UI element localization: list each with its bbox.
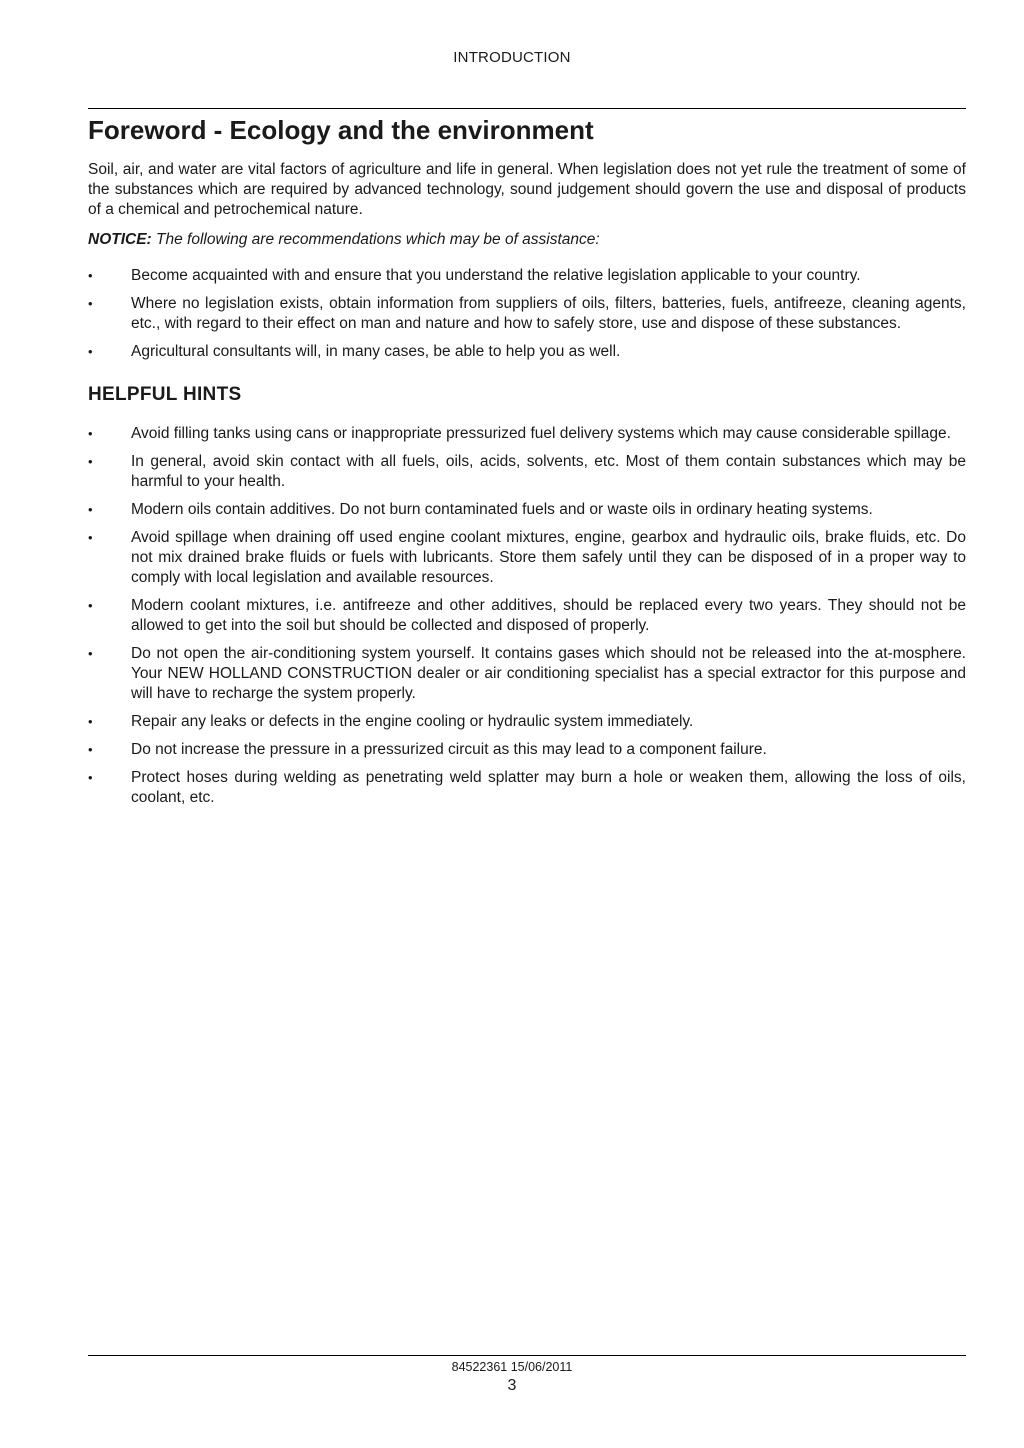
list-item: • In general, avoid skin contact with all fuels, oils, acids, solvents, etc. Most of them contain substances which may be harmful to your health. — [88, 453, 966, 490]
bullet-icon: • — [88, 502, 93, 517]
page-number: 3 — [507, 1377, 517, 1394]
list-item: • Become acquainted with and ensure that you understand the relative legislation applicable to your country. — [88, 267, 861, 284]
bullet-icon: • — [88, 344, 93, 359]
bullet-icon: • — [88, 426, 93, 441]
list-item: • Do not open the air-conditioning system yourself. It contains gases which should not be released into the at-mosphere. Your NEW HOLLAND CONSTRUCTION dealer or air conditioning specialist has a special extractor for this purpose and will have to recharge the system properly. — [88, 645, 966, 702]
hints-list — [88, 424, 966, 808]
notice-label: NOTICE: — [88, 231, 152, 248]
footer-divider — [88, 1355, 966, 1356]
bullet-icon: • — [88, 646, 93, 661]
list-item: • Where no legislation exists, obtain information from suppliers of oils, filters, batteries, fuels, antifreeze, cleaning agents, etc., with regard to their effect on man and nature and how to safely store, use and dispose of these substances. — [88, 295, 966, 332]
bullet-icon: • — [88, 268, 93, 283]
page-header: INTRODUCTION — [453, 49, 571, 66]
bullet-icon: • — [88, 454, 93, 469]
footer-document-reference: 84522361 15/06/2011 — [451, 1360, 573, 1374]
list-item: • Agricultural consultants will, in many cases, be able to help you as well. — [88, 343, 621, 360]
list-item: • Modern oils contain additives. Do not burn contaminated fuels and or waste oils in ordinary heating systems. — [88, 501, 873, 518]
bullet-icon: • — [88, 742, 93, 757]
page-content — [88, 114, 966, 816]
header-divider — [88, 108, 966, 109]
list-item: • Avoid filling tanks using cans or inappropriate pressurized fuel delivery systems which may cause considerable spillage. — [88, 425, 951, 442]
page-title: Foreword - Ecology and the environment — [88, 115, 594, 145]
notice-text: The following are recommendations which may be of assistance: — [156, 231, 600, 248]
intro-paragraph: Soil, air, and water are vital factors of agriculture and life in general. When legislation does not yet rule the treatment of some of the substances which are required by advanced technology, sound judgement should govern the use and disposal of products of a chemical and petrochemical nature. — [88, 161, 966, 218]
list-item: • Repair any leaks or defects in the engine cooling or hydraulic system immediately. — [88, 713, 694, 730]
list-item: • Modern coolant mixtures, i.e. antifreeze and other additives, should be replaced every two years. They should not be allowed to get into the soil but should be collected and disposed of properly. — [88, 597, 966, 634]
bullet-icon: • — [88, 530, 93, 545]
bullet-icon: • — [88, 296, 93, 311]
notice-paragraph — [88, 230, 966, 250]
bullet-icon: • — [88, 714, 93, 729]
bullet-icon: • — [88, 598, 93, 613]
list-item: • Protect hoses during welding as penetrating weld splatter may burn a hole or weaken them, allowing the loss of oils, coolant, etc. — [88, 769, 966, 806]
list-item: • Avoid spillage when draining off used engine coolant mixtures, engine, gearbox and hydraulic oils, brake fluids, etc. Do not mix drained brake fluids or fuels with lubricants. Store them safely until they can be disposed of in a proper way to comply with local legislation and available resources. — [88, 529, 966, 586]
recommendations-list — [88, 266, 966, 362]
list-item: • Do not increase the pressure in a pressurized circuit as this may lead to a component failure. — [88, 741, 767, 758]
section-title-helpful-hints: HELPFUL HINTS — [88, 384, 242, 405]
bullet-icon: • — [88, 770, 93, 785]
